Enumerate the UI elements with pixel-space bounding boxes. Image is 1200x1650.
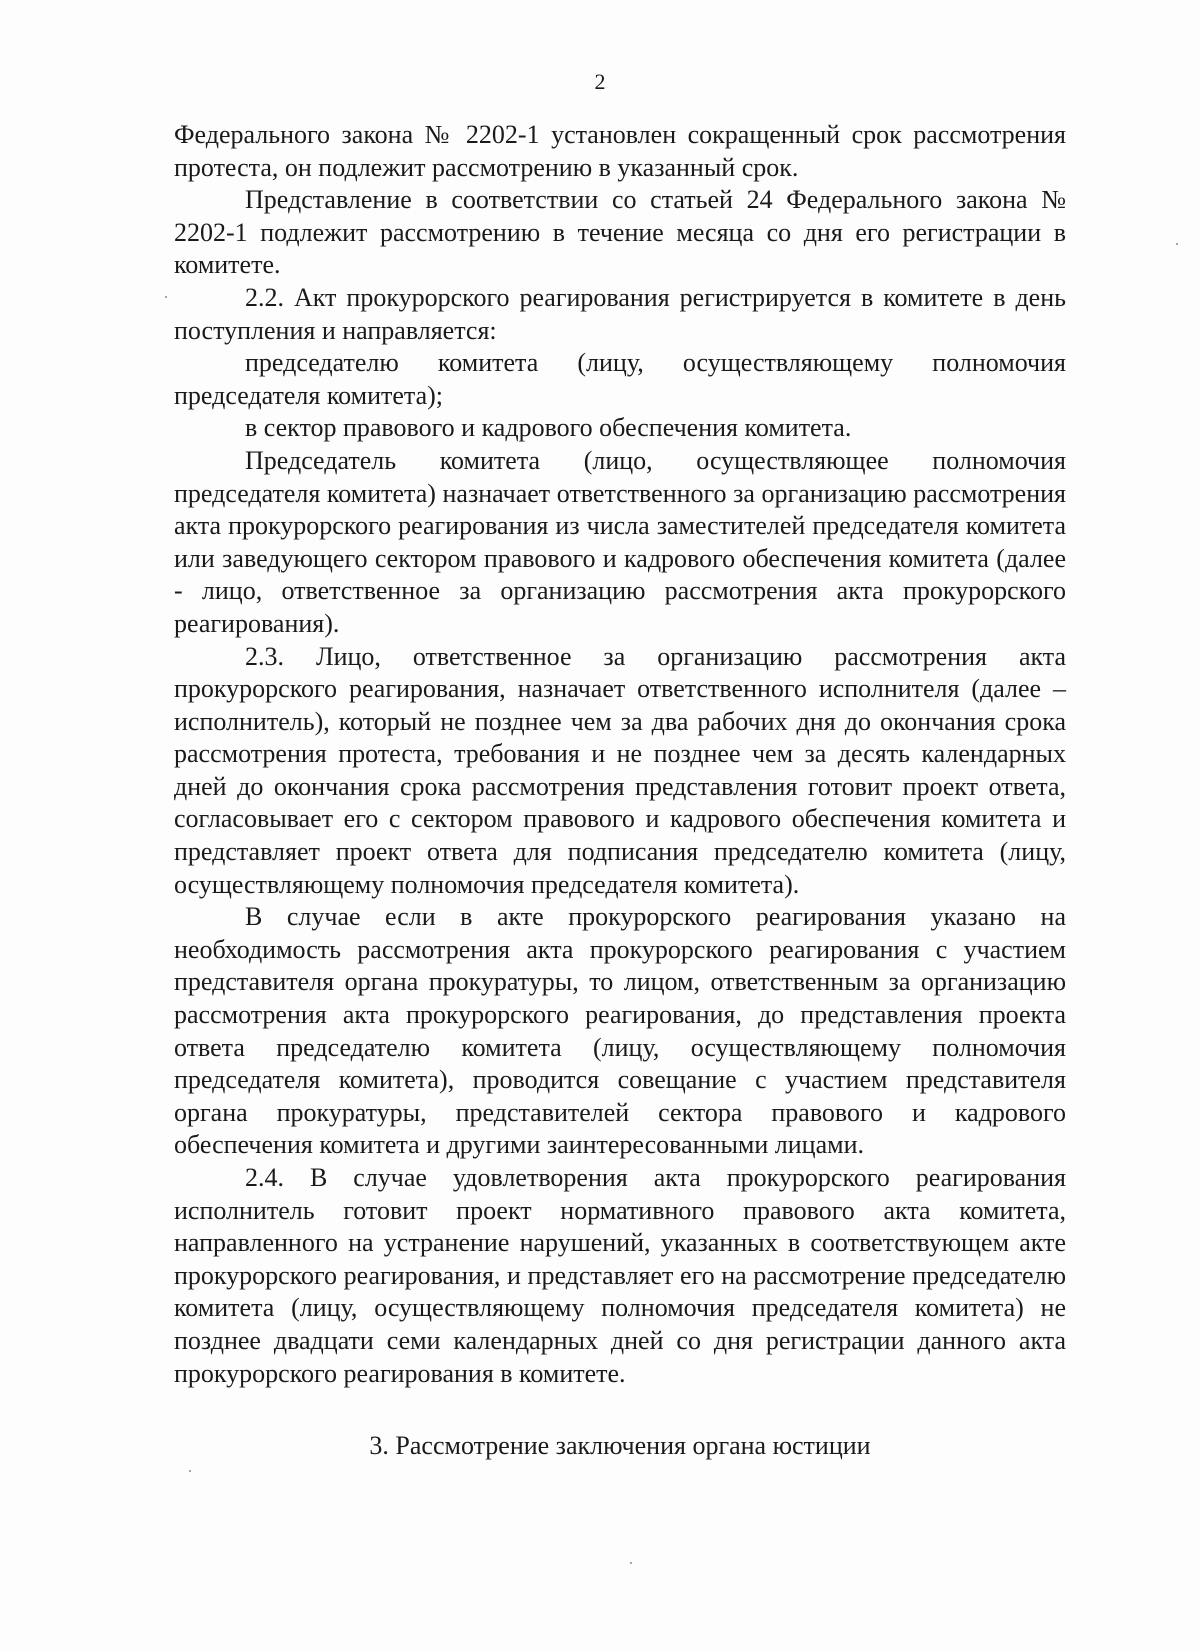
paragraph: 2.3. Лицо, ответственное за организацию рассмотрения акта прокурорского реагирования, назначает ответственного исполнителя (далее – исполнитель), который не позднее чем за два рабочих дня до окончания срока рассмотрения протеста, требования и не позднее чем за десять календарных дней до окончания срока рассмотрения представления готовит проект ответа, согласовывает его с сектором правового и кадрового обеспечения комитета и представляет проект ответа для подписания председателю комитета (лицу, осуществляющему полномочия председателя комитета). bbox=[174, 641, 1066, 899]
paragraph: Федерального закона № 2202-1 установлен сокращенный срок рассмотрения протеста, он подлежит рассмотрению в указанный срок. bbox=[174, 120, 1066, 182]
scan-speck bbox=[165, 296, 167, 298]
paragraph: в сектор правового и кадрового обеспечения комитета. bbox=[245, 413, 852, 443]
scan-speck bbox=[630, 1562, 632, 1564]
paragraph: Представление в соответствии со статьей 24 Федерального закона № 2202-1 подлежит рассмотрению в течение месяца со дня его регистрации в комитете. bbox=[174, 185, 1066, 280]
scan-speck bbox=[189, 1470, 191, 1472]
paragraph: 2.2. Акт прокурорского реагирования регистрируется в комитете в день поступления и направляется: bbox=[174, 282, 1066, 345]
paragraph: Председатель комитета (лицо, осуществляющее полномочия председателя комитета) назначает ответственного за организацию рассмотрения акта прокурорского реагирования из числа заместителей председателя комитета или заведующего сектором правового и кадрового обеспечения комитета (далее - лицо, ответственное за организацию рассмотрения акта прокурорского реагирования). bbox=[174, 445, 1066, 638]
scan-speck bbox=[1176, 243, 1178, 245]
paragraph: 2.4. В случае удовлетворения акта прокурорского реагирования исполнитель готовит проект нормативного правового акта комитета, направленного на устранение нарушений, указанных в соответствующем акте прокурорского реагирования, и представляет его на рассмотрение председателю комитета (лицу, осуществляющему полномочия председателя комитета) не позднее двадцати семи календарных дней со дня регистрации данного акта прокурорского реагирования в комитете. bbox=[174, 1163, 1066, 1388]
paragraph: В случае если в акте прокурорского реагирования указано на необходимость рассмотрения акта прокурорского реагирования с участием представителя органа прокуратуры, то лицом, ответственным за организацию рассмотрения акта прокурорского реагирования, до представления проекта ответа председателю комитета (лицу, осуществляющему полномочия председателя комитета), проводится совещание с участием представителя органа прокуратуры, представителей сектора правового и кадрового обеспечения комитета и другими заинтересованными лицами. bbox=[174, 902, 1066, 1160]
section-heading: 3. Рассмотрение заключения органа юстиции bbox=[369, 1431, 871, 1461]
paragraph: председателю комитета (лицу, осуществляющему полномочия председателя комитета); bbox=[174, 348, 1066, 410]
document-body bbox=[174, 119, 1066, 1462]
page-number: 2 bbox=[594, 69, 606, 94]
